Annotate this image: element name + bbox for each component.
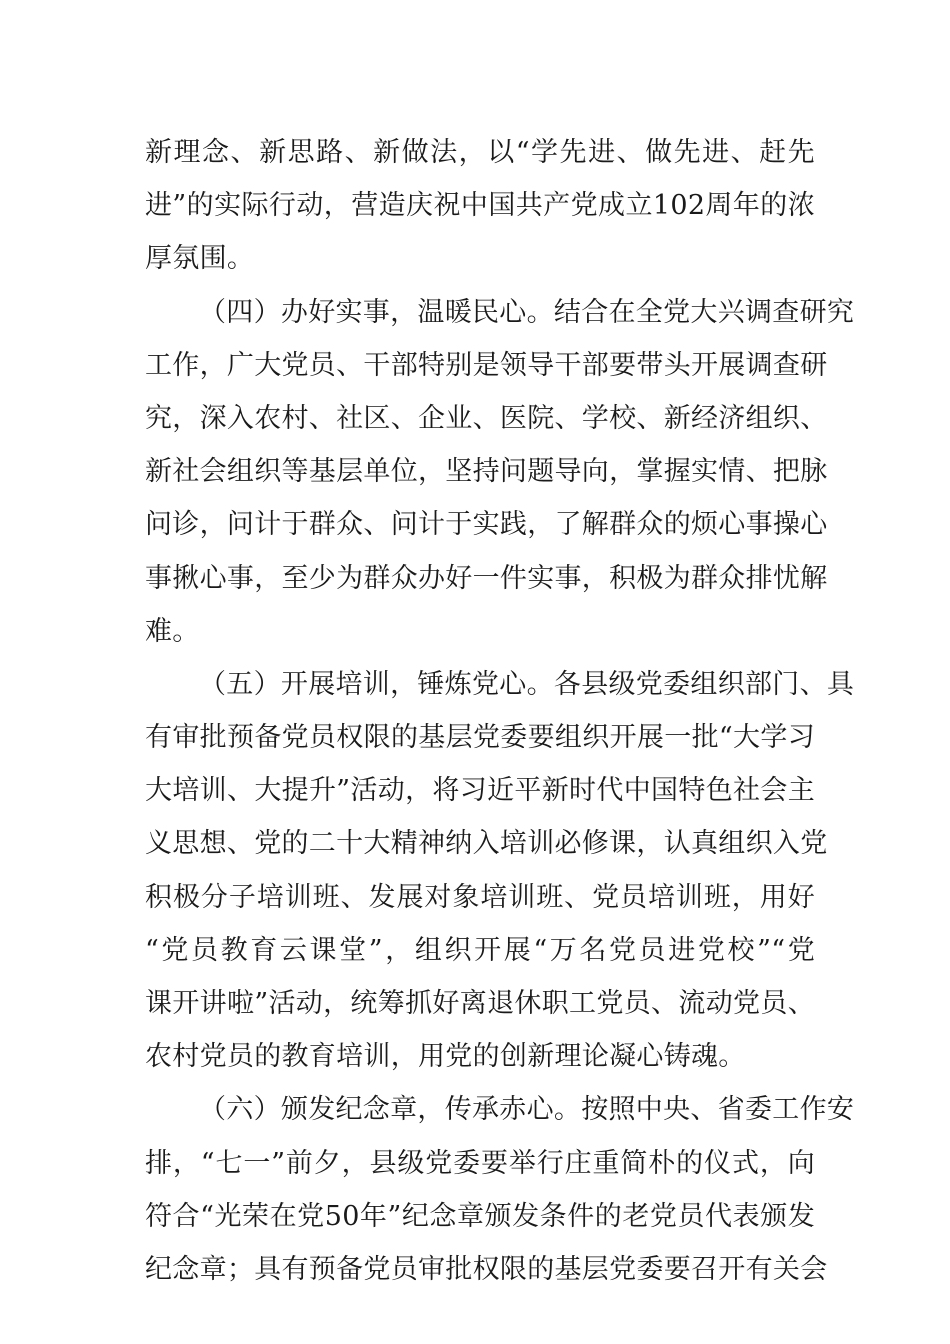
text-line: 义思想、党的二十大精神纳入培训必修课，认真组织入党 [145,828,828,860]
paragraph-first-line: （五）开展培训，锤炼党心。各县级党委组织部门、具 [199,668,855,700]
paragraph-first-line: （六）颁发纪念章，传承赤心。按照中央、省委工作安 [199,1094,855,1126]
text-line: 符合“光荣在党50年”纪念章颁发条件的老党员代表颁发 [145,1200,815,1232]
text-line: 厚氛围。 [145,243,255,275]
text-line: 难。 [145,615,200,647]
text-line: 问诊，问计于群众、问计于实践，了解群众的烦心事操心 [145,509,828,541]
paragraph-first-line: （四）办好实事，温暖民心。结合在全党大兴调查研究 [199,296,855,328]
text-line: 究，深入农村、社区、企业、医院、学校、新经济组织、 [145,402,828,434]
text-line: 农村党员的教育培训，用党的创新理论凝心铸魂。 [145,1041,746,1073]
text-line: “党员教育云课堂”，组织开展“万名党员进党校”“党 [145,934,815,966]
text-line: 有审批预备党员权限的基层党委要组织开展一批“大学习 [145,722,815,754]
text-line: 新理念、新思路、新做法，以“学先进、做先进、赶先 [145,137,815,168]
text-line: 新社会组织等基层单位，坚持问题导向，掌握实情、把脉 [145,456,828,488]
body-text [145,126,855,1296]
text-line: 积极分子培训班、发展对象培训班、党员培训班，用好 [145,881,815,913]
text-line: 大培训、大提升”活动，将习近平新时代中国特色社会主 [145,775,815,807]
text-line: 课开讲啦”活动，统筹抓好离退休职工党员、流动党员、 [145,988,815,1019]
text-line: 排，“七一”前夕，县级党委要举行庄重简朴的仪式，向 [145,1147,815,1179]
text-line: 事揪心事，至少为群众办好一件实事，积极为群众排忧解 [145,562,828,594]
text-line: 纪念章；具有预备党员审批权限的基层党委要召开有关会 [145,1253,828,1285]
text-line: 进”的实际行动，营造庆祝中国共产党成立102周年的浓 [145,190,815,222]
text-line: 工作，广大党员、干部特别是领导干部要带头开展调查研 [145,349,828,381]
